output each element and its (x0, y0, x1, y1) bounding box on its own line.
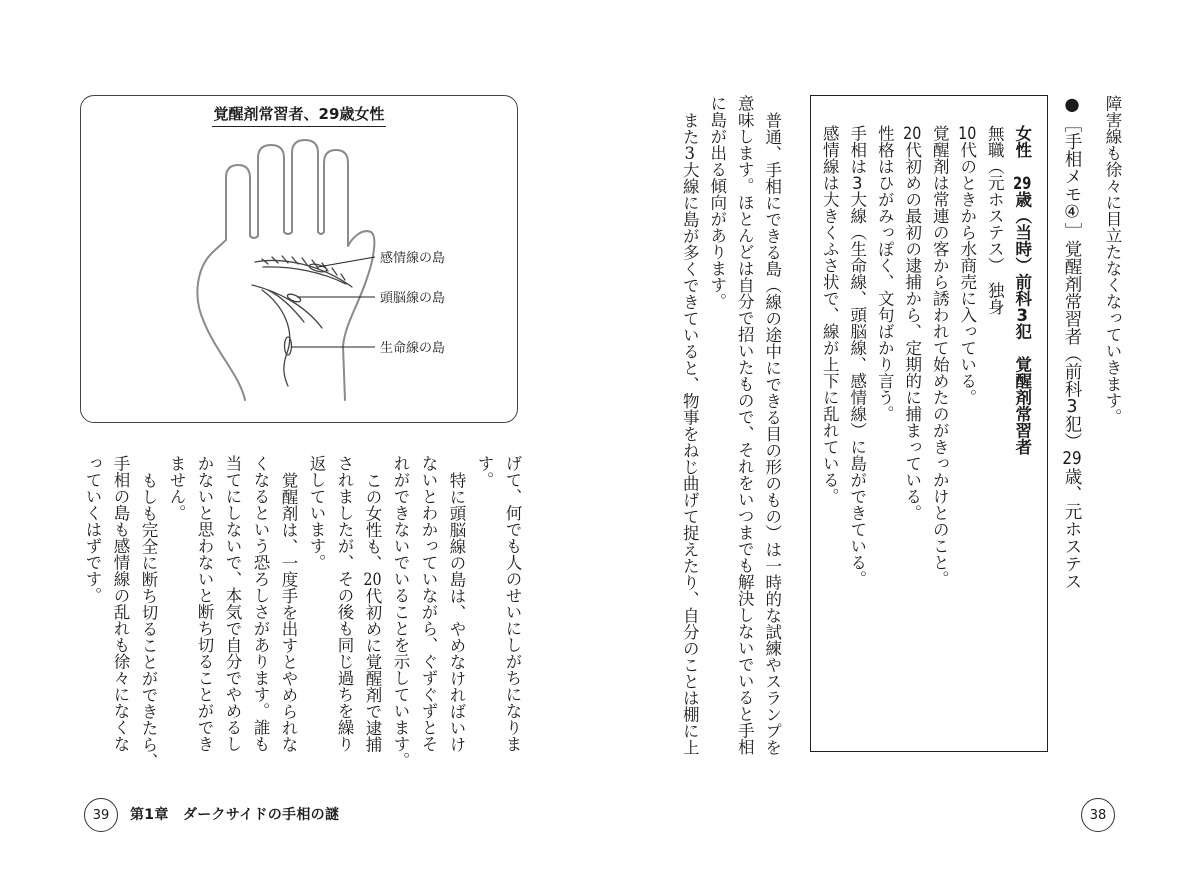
life-line-island (285, 337, 292, 355)
leader-line-heart (318, 257, 375, 267)
text-line: ません。 (167, 455, 186, 521)
text-line: に島が出る傾向があります。 (707, 95, 727, 310)
text-line: かないと思わないと断ち切ることができ (195, 455, 214, 752)
text-line: 返しています。 (307, 455, 326, 571)
page-number-text: 39 (92, 807, 110, 823)
text-line: っていくはずです。 (83, 455, 102, 604)
heart-line (255, 256, 352, 287)
memo-box-text (816, 125, 1036, 725)
text-line: 障害線も徐々に目立たなくなっていきます。 (1103, 95, 1122, 425)
text-line: くなるという恐ろしさがあります。誰も (251, 455, 270, 752)
memo-line: 感情線は大きくふさ状で、線が上下に乱れている。 (820, 125, 840, 505)
text-line: れができないでいることを示しています。 (391, 455, 410, 769)
memo-line: 手相は3大線（生命線、頭脳線、感情線）に島ができている。 (847, 125, 867, 587)
body-text-right (676, 95, 786, 763)
page-number-text: 38 (1089, 807, 1107, 823)
label-heart-line-island: 感情線の島 (380, 251, 446, 266)
memo-heading (1058, 95, 1086, 735)
text-line: この女性も、20代初めに覚醒剤で逮捕 (363, 471, 382, 752)
label-head-line-island: 頭脳線の島 (380, 291, 446, 306)
memo-line: 20代初めの最初の逮捕から、定期的に捕まっている。 (902, 125, 922, 521)
page-number (84, 798, 118, 832)
memo-line: 性格はひがみっぽく、文句ばかり言う。 (875, 125, 895, 422)
memo-profile-line: 女性 29歳（当時）前科3犯 覚醒剤常習者 (1012, 125, 1032, 455)
text-line: す。 (475, 455, 494, 488)
text-line: また3大線に島が多くできていると、物事をねじ曲げて捉えたり、自分のことは棚に上 (680, 111, 700, 755)
text-line: されましたが、その後も同じ過ちを繰り (335, 455, 354, 752)
text-line: 特に頭脳線の島は、やめなければいけ (447, 471, 466, 752)
head-line-island (286, 293, 301, 304)
hand-outline (197, 140, 374, 400)
memo-line: 10代のときから水商売に入っている。 (957, 125, 977, 406)
page-number (1081, 798, 1115, 832)
text-line: 当てにしないで、本気で自分でやめるし (223, 455, 242, 752)
continuation-text (1098, 95, 1126, 755)
memo-line: 覚醒剤は常連の客から誘われて始めたのがきっかけとのこと。 (930, 125, 950, 587)
body-text-left (78, 455, 526, 773)
text-line: 手相の島も感情線の乱れも徐々になくな (111, 455, 130, 752)
text-line: げて、何でも人のせいにしがちになりま (503, 455, 522, 752)
label-life-line-island: 生命線の島 (380, 341, 446, 356)
text-line: 意味します。ほとんどは自分で招いたもので、それをいつまでも解決しないでいると手相 (735, 95, 755, 755)
memo-heading-text: ●［手相メモ④］覚醒剤常習者（前科3犯）29歳、元ホステス (1062, 95, 1082, 590)
text-line: もしも完全に断ち切ることができたら、 (139, 471, 158, 769)
memo-line: 無職（元ホステス） 独身 (985, 125, 1005, 315)
text-line: 普通、手相にできる島（線の途中にできる目の形のもの）は一時的な試練やスランプを (762, 111, 782, 755)
text-line: 覚醒剤は、一度手を出すとやめられな (279, 471, 298, 752)
text-line: ないとわかっていながら、ぐずぐずとそ (419, 455, 438, 752)
running-head: 第1章 ダークサイドの手相の謎 (130, 807, 340, 823)
figure-title: 覚醒剤常習者、29歳女性 (212, 104, 387, 127)
palm-illustration (80, 95, 518, 423)
